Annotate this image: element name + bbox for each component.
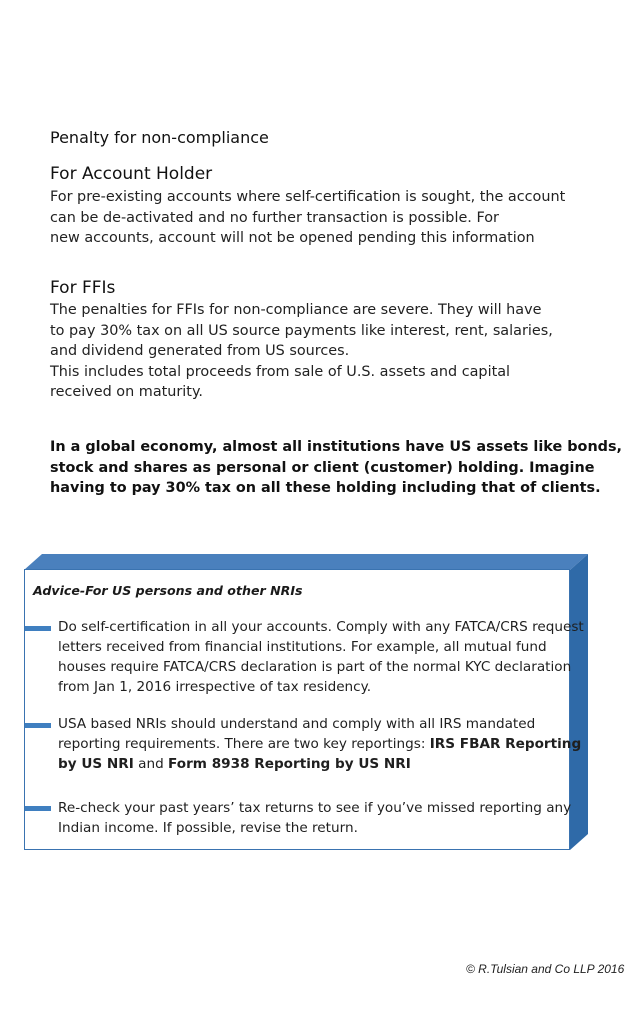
- advice-item-text: and: [133, 756, 169, 772]
- advice-item-line: Indian income. If possible, revise the return.: [58, 820, 358, 836]
- account-holder-paragraph: [50, 187, 610, 249]
- bullet-bar: [25, 723, 51, 728]
- fbar-reporting-link-cont[interactable]: by US NRI: [58, 756, 134, 772]
- ffis-paragraph: [50, 300, 610, 403]
- emphasis-paragraph: [50, 437, 622, 499]
- advice-box-side-bevel: [570, 554, 588, 852]
- account-holder-title: For Account Holder: [50, 164, 213, 184]
- advice-item-line: Do self-certification in all your accounts. Comply with any FATCA/CRS request: [58, 619, 584, 635]
- account-holder-line: new accounts, account will not be opened pending this information: [50, 230, 535, 246]
- bullet-bar: [25, 806, 51, 811]
- ffis-line: and dividend generated from US sources.: [50, 343, 350, 359]
- advice-item-line: houses require FATCA/CRS declaration is part of the normal KYC declaration: [58, 659, 572, 675]
- account-holder-line: can be de-activated and no further transaction is possible. For: [50, 209, 499, 226]
- ffis-title: For FFIs: [50, 278, 116, 298]
- emphasis-line: having to pay 30% tax on all these holding including that of clients.: [50, 480, 601, 496]
- advice-item-line: [58, 754, 581, 774]
- bullet-bar: [25, 626, 51, 631]
- ffis-line: to pay 30% tax on all US source payments like interest, rent, salaries,: [50, 322, 553, 339]
- advice-item-2: [58, 714, 581, 774]
- form-8938-reporting-link[interactable]: Form 8938 Reporting by US NRI: [168, 756, 411, 772]
- advice-item-line: USA based NRIs should understand and comply with all IRS mandated: [58, 716, 536, 732]
- advice-item-line: from Jan 1, 2016 irrespective of tax residency.: [58, 679, 372, 695]
- advice-title: Advice-For US persons and other NRIs: [33, 583, 303, 598]
- account-holder-line: For pre-existing accounts where self-certification is sought, the account: [50, 189, 566, 205]
- ffis-line: The penalties for FFIs for non-compliance are severe. They will have: [50, 302, 542, 318]
- advice-item-line: letters received from financial institutions. For example, all mutual fund: [58, 639, 547, 655]
- copyright-footer: © R.Tulsian and Co LLP 2016: [466, 962, 625, 976]
- ffis-line: received on maturity.: [50, 384, 203, 400]
- advice-item-3: [58, 798, 571, 838]
- advice-item-1: [58, 617, 584, 697]
- advice-item-line: [58, 734, 581, 754]
- emphasis-line: stock and shares as personal or client (customer) holding. Imagine: [50, 459, 595, 476]
- advice-item-line: Re-check your past years’ tax returns to see if you’ve missed reporting any: [58, 800, 572, 816]
- ffis-line: This includes total proceeds from sale of U.S. assets and capital: [50, 363, 511, 380]
- fbar-reporting-link[interactable]: IRS FBAR Reporting: [429, 736, 582, 752]
- advice-box-top-bevel: [24, 554, 588, 570]
- page-heading: Penalty for non-compliance: [50, 128, 269, 147]
- advice-item-text: reporting requirements. There are two key reportings:: [58, 736, 430, 752]
- emphasis-line: In a global economy, almost all institutions have US assets like bonds,: [50, 439, 623, 455]
